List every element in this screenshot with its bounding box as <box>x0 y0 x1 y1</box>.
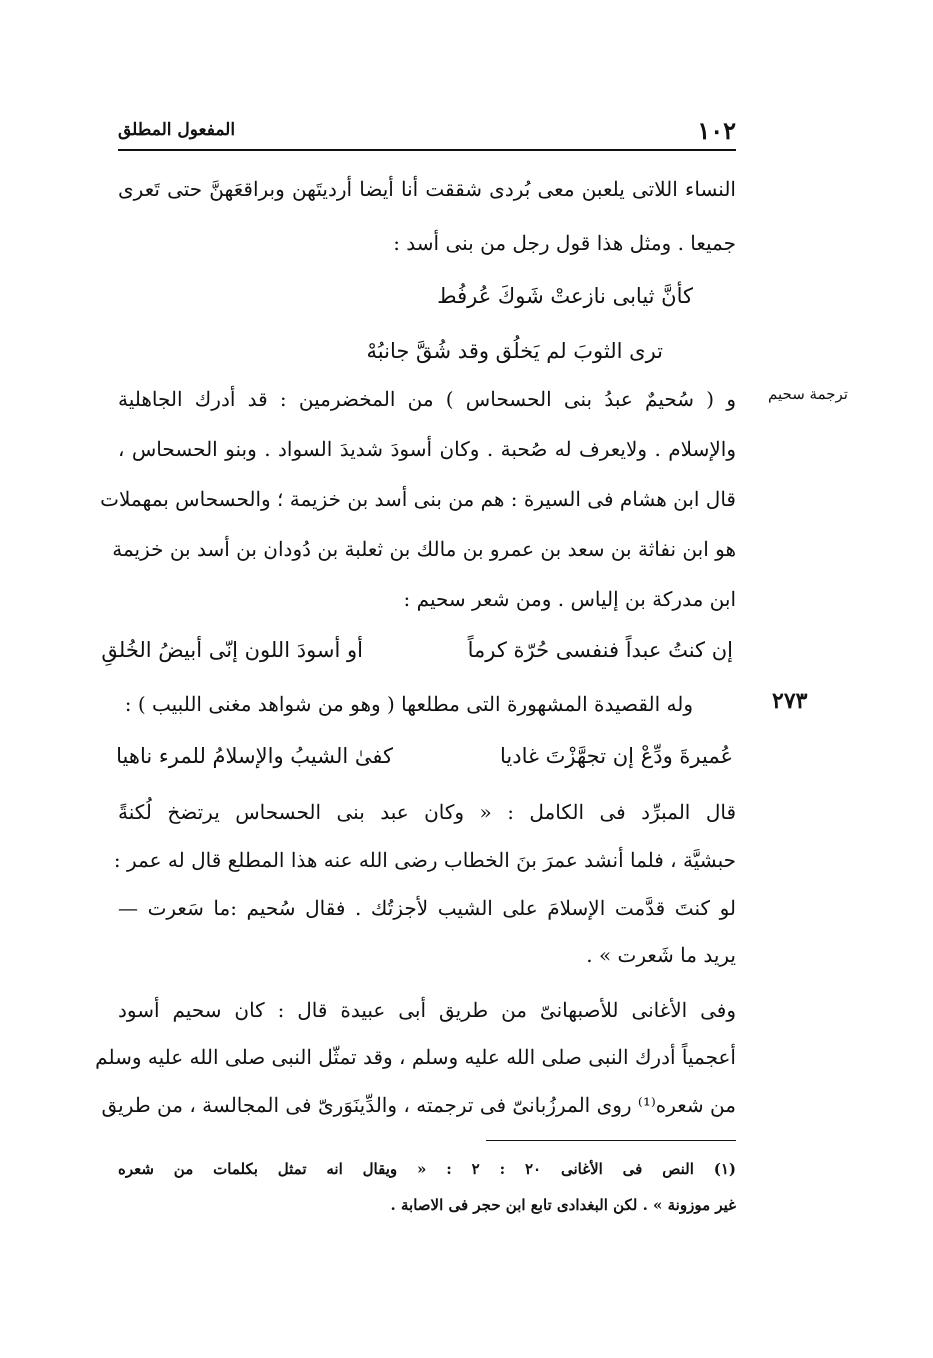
body-line: وفى الأغانى للأصبهانىّ من طريق أبى عبيدة قال : كان سحيم أسود <box>118 998 736 1022</box>
margin-note-biography: ترجمة سحيم <box>768 385 848 403</box>
body-line: هو ابن نفاثة بن سعد بن عمرو بن مالك بن ثعلبة بن دُودان بن أسد بن خزيمة <box>112 537 736 561</box>
body-line: قال المبرِّد فى الكامل : « وكان عبد بنى الحسحاس يرتضخ لُكنةً <box>118 800 736 824</box>
verse-hemistich: ترى الثوبَ لم يَخلُق وقد شُقَّ جانبُهْ <box>366 339 663 363</box>
verse-hemistich: كأنَّ ثيابى نازعتْ شَوكَ عُرفُط <box>437 284 693 308</box>
verse-hemistich: كفىٰ الشيبُ والإسلامُ للمرء ناهيا <box>116 744 393 768</box>
body-line: والإسلام . ولايعرف له صُحبة . وكان أسودَ شديدَ السواد . وبنو الحسحاس ، <box>118 437 736 461</box>
page-number: ١٠٢ <box>697 115 736 145</box>
body-line: من شعره⁽¹⁾ روى المرزُبانىّ فى ترجمته ، والدِّينَوَرىّ فى المجالسة ، من طريق <box>101 1093 736 1117</box>
footnote-rule <box>486 1140 736 1141</box>
body-line: يريد ما شَعرت » . <box>586 943 736 967</box>
verse-hemistich: إن كنتُ عبداً فنفسى حُرّة كرماً <box>467 638 733 662</box>
body-line: حبشيَّة ، فلما أنشد عمرَ بنَ الخطاب رضى الله عنه هذا المطلع قال له عمر : <box>113 848 736 872</box>
verse-hemistich: أو أسودَ اللون إنّى أبيضُ الخُلقِ <box>101 638 363 662</box>
verse-hemistich: عُميرةَ ودِّعْ إن تجهَّزْتَ غاديا <box>500 744 733 768</box>
footnote-line: غير موزونة » . لكن البغدادى تابع ابن حجر فى الاصابة . <box>390 1196 736 1214</box>
margin-poem-number: ٢٧٣ <box>772 688 808 714</box>
body-line: وله القصيدة المشهورة التى مطلعها ( وهو من شواهد مغنى اللبيب ) : <box>124 692 693 716</box>
body-line: جميعا . ومثل هذا قول رجل من بنى أسد : <box>393 231 736 255</box>
body-line: النساء اللاتى يلعبن معى بُردى شققت أنا أيضا أرديتَهن وبراقعَهنَّ حتى تَعرى <box>118 177 736 201</box>
body-line: لو كنتَ قدَّمت الإسلامَ على الشيب لأجزتُك . فقال سُحيم :ما سَعرت — <box>118 896 736 920</box>
body-line: قال ابن هشام فى السيرة : هم من بنى أسد بن خزيمة ؛ والحسحاس بمهملات <box>100 487 736 511</box>
running-title: المفعول المطلق <box>118 120 236 140</box>
footnote-line: (١) النص فى الأغانى ٢٠ : ٢ : « ويقال انه تمثل بكلمات من شعره <box>118 1160 736 1178</box>
body-line: أعجمياً أدرك النبى صلى الله عليه وسلم ، وقد تمثّل النبى صلى الله عليه وسلم <box>95 1045 736 1069</box>
header-rule <box>118 149 736 151</box>
body-line: ابن مدركة بن إلياس . ومن شعر سحيم : <box>403 587 736 611</box>
page-header <box>118 112 736 148</box>
body-line: و ( سُحيمٌ عبدُ بنى الحسحاس ) من المخضرمين : قد أدرك الجاهلية <box>118 387 736 411</box>
